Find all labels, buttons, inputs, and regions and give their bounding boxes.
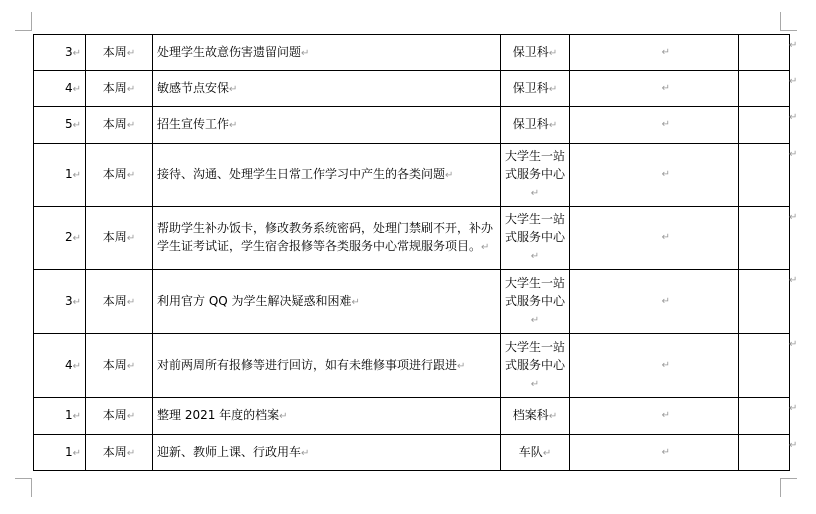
paragraph-mark: ↵ <box>301 447 310 459</box>
paragraph-mark: ↵ <box>126 83 136 95</box>
time-cell-text: 本周 <box>102 44 127 59</box>
row-number-cell <box>34 107 86 144</box>
paragraph-mark: ↵ <box>661 232 670 243</box>
row-number-cell <box>34 398 86 435</box>
paragraph-mark: ↵ <box>530 378 540 390</box>
empty-cell[interactable] <box>570 398 739 435</box>
paragraph-mark: ↵ <box>229 83 238 95</box>
paragraph-mark: ↵ <box>72 83 81 95</box>
paragraph-mark: ↵ <box>126 170 136 181</box>
paragraph-mark: ↵ <box>126 447 136 459</box>
row-end-mark: ↵ <box>789 112 798 123</box>
department-cell-text: 大学生一站式服务中心 <box>505 212 566 244</box>
paragraph-mark: ↵ <box>72 411 81 422</box>
crop-mark-top-right <box>780 12 797 31</box>
time-cell-text: 本周 <box>102 230 127 244</box>
department-cell-text: 保卫科 <box>512 44 549 59</box>
paragraph-mark: ↵ <box>542 447 552 459</box>
table-row <box>34 398 790 435</box>
empty-cell[interactable] <box>570 334 739 398</box>
paragraph-mark: ↵ <box>72 447 81 459</box>
empty-cell[interactable] <box>570 270 739 334</box>
row-end-mark: ↵ <box>789 339 798 350</box>
department-cell <box>501 398 570 435</box>
paragraph-mark: ↵ <box>661 410 670 421</box>
paragraph-mark: ↵ <box>661 119 670 130</box>
row-number-cell-text: 1 <box>64 444 73 459</box>
empty-cell[interactable] <box>739 144 790 207</box>
department-cell <box>501 71 570 107</box>
department-cell-text: 车队 <box>518 444 543 459</box>
time-cell-text: 本周 <box>102 293 127 308</box>
task-cell[interactable] <box>153 398 501 435</box>
paragraph-mark: ↵ <box>661 295 670 307</box>
paragraph-mark: ↵ <box>351 296 360 308</box>
department-cell <box>501 144 570 207</box>
table-row <box>34 270 790 334</box>
paragraph-mark: ↵ <box>661 46 670 58</box>
empty-cell[interactable] <box>570 35 739 71</box>
department-cell-text: 大学生一站式服务中心 <box>505 339 566 372</box>
paragraph-mark: ↵ <box>457 360 466 372</box>
task-cell-text: 敏感节点安保 <box>157 80 230 95</box>
department-cell <box>501 35 570 71</box>
department-cell <box>501 270 570 334</box>
row-number-cell-text: 4 <box>64 80 73 95</box>
department-cell-text: 保卫科 <box>512 117 549 131</box>
time-cell-text: 本周 <box>102 167 127 181</box>
paragraph-mark: ↵ <box>661 359 670 371</box>
task-cell-text: 利用官方 QQ 为学生解决疑惑和困难 <box>157 293 352 308</box>
crop-mark-top-left <box>15 12 32 31</box>
paragraph-mark: ↵ <box>229 120 238 131</box>
paragraph-mark: ↵ <box>126 120 136 131</box>
task-cell-text: 接待、沟通、处理学生日常工作学习中产生的各类问题 <box>157 167 446 181</box>
task-cell[interactable] <box>153 71 501 107</box>
paragraph-mark: ↵ <box>72 360 81 372</box>
task-cell[interactable] <box>153 270 501 334</box>
row-number-cell <box>34 71 86 107</box>
time-cell <box>86 334 153 398</box>
row-end-mark: ↵ <box>789 212 798 223</box>
task-cell-text: 处理学生故意伤害遗留问题 <box>157 44 302 59</box>
empty-cell[interactable] <box>570 71 739 107</box>
department-cell <box>501 207 570 270</box>
department-cell-text: 保卫科 <box>512 80 549 95</box>
department-cell-text: 大学生一站式服务中心 <box>505 149 566 181</box>
paragraph-mark: ↵ <box>279 411 288 422</box>
paragraph-mark: ↵ <box>661 446 670 458</box>
paragraph-mark: ↵ <box>126 296 136 308</box>
time-cell-text: 本周 <box>102 117 127 131</box>
task-cell-text: 帮助学生补办饭卡，修改教务系统密码，处理门禁刷不开，补办学生证考试证，学生宿舍报修等各类服务中心常规服务项目。 <box>157 221 494 253</box>
paragraph-mark: ↵ <box>548 120 558 131</box>
paragraph-mark: ↵ <box>548 47 558 59</box>
row-end-mark: ↵ <box>789 40 798 51</box>
row-number-cell-text: 4 <box>64 357 73 372</box>
empty-cell[interactable] <box>570 207 739 270</box>
paragraph-mark: ↵ <box>126 411 136 422</box>
empty-cell[interactable] <box>739 435 790 471</box>
time-cell <box>86 270 153 334</box>
row-end-mark: ↵ <box>789 149 798 160</box>
paragraph-mark: ↵ <box>661 82 670 94</box>
row-number-cell-text: 2 <box>64 230 73 244</box>
time-cell <box>86 107 153 144</box>
task-cell[interactable] <box>153 435 501 471</box>
time-cell <box>86 71 153 107</box>
paragraph-mark: ↵ <box>445 170 454 181</box>
row-end-mark: ↵ <box>789 76 798 87</box>
empty-cell[interactable] <box>570 435 739 471</box>
row-number-cell <box>34 207 86 270</box>
time-cell-text: 本周 <box>102 444 127 459</box>
table-row <box>34 107 790 144</box>
row-number-cell <box>34 35 86 71</box>
table-row <box>34 35 790 71</box>
table-row <box>34 207 790 270</box>
paragraph-mark: ↵ <box>72 233 81 244</box>
paragraph-mark: ↵ <box>72 120 81 131</box>
paragraph-mark: ↵ <box>301 47 310 59</box>
paragraph-mark: ↵ <box>126 233 136 244</box>
department-cell <box>501 334 570 398</box>
row-number-cell <box>34 334 86 398</box>
time-cell <box>86 35 153 71</box>
task-cell[interactable] <box>153 334 501 398</box>
row-number-cell-text: 1 <box>64 167 73 181</box>
row-number-cell-text: 5 <box>64 117 73 131</box>
row-number-cell <box>34 144 86 207</box>
paragraph-mark: ↵ <box>126 47 136 59</box>
paragraph-mark: ↵ <box>530 251 540 262</box>
empty-cell[interactable] <box>739 398 790 435</box>
department-cell-text: 档案科 <box>512 408 549 422</box>
task-cell-text: 对前两周所有报修等进行回访，如有未维修事项进行跟进 <box>157 357 458 372</box>
row-end-mark: ↵ <box>789 275 798 286</box>
time-cell <box>86 144 153 207</box>
paragraph-mark: ↵ <box>530 314 540 326</box>
department-cell <box>501 107 570 144</box>
paragraph-mark: ↵ <box>481 242 490 253</box>
table-row <box>34 144 790 207</box>
crop-mark-bottom-left <box>15 478 32 497</box>
task-cell-text: 招生宣传工作 <box>157 117 230 131</box>
empty-cell[interactable] <box>739 35 790 71</box>
row-number-cell-text: 3 <box>64 44 73 59</box>
department-cell-text: 大学生一站式服务中心 <box>505 275 566 308</box>
empty-cell[interactable] <box>739 207 790 270</box>
empty-cell[interactable] <box>739 107 790 144</box>
table-row <box>34 334 790 398</box>
paragraph-mark: ↵ <box>72 296 81 308</box>
time-cell-text: 本周 <box>102 80 127 95</box>
work-schedule-table <box>33 34 790 471</box>
row-number-cell <box>34 435 86 471</box>
paragraph-mark: ↵ <box>530 188 540 199</box>
task-cell-text: 迎新、教师上课、行政用车 <box>157 444 302 459</box>
row-end-mark: ↵ <box>789 440 798 451</box>
time-cell <box>86 207 153 270</box>
time-cell <box>86 435 153 471</box>
paragraph-mark: ↵ <box>126 360 136 372</box>
task-cell[interactable] <box>153 107 501 144</box>
department-cell <box>501 435 570 471</box>
row-number-cell-text: 3 <box>64 293 73 308</box>
paragraph-mark: ↵ <box>72 170 81 181</box>
row-number-cell-text: 1 <box>64 408 73 422</box>
paragraph-mark: ↵ <box>661 169 670 180</box>
time-cell-text: 本周 <box>102 408 127 422</box>
empty-cell[interactable] <box>570 144 739 207</box>
row-end-mark: ↵ <box>789 403 798 414</box>
table-row <box>34 435 790 471</box>
table-row <box>34 71 790 107</box>
paragraph-mark: ↵ <box>548 83 558 95</box>
row-number-cell <box>34 270 86 334</box>
task-cell[interactable] <box>153 144 501 207</box>
paragraph-mark: ↵ <box>72 47 81 59</box>
table-body <box>34 35 790 471</box>
empty-cell[interactable] <box>739 71 790 107</box>
empty-cell[interactable] <box>739 270 790 334</box>
crop-mark-bottom-right <box>780 478 797 497</box>
task-cell[interactable] <box>153 35 501 71</box>
task-cell[interactable] <box>153 207 501 270</box>
time-cell-text: 本周 <box>102 357 127 372</box>
empty-cell[interactable] <box>739 334 790 398</box>
empty-cell[interactable] <box>570 107 739 144</box>
time-cell <box>86 398 153 435</box>
task-cell-text: 整理 2021 年度的档案 <box>157 408 280 422</box>
paragraph-mark: ↵ <box>548 411 558 422</box>
